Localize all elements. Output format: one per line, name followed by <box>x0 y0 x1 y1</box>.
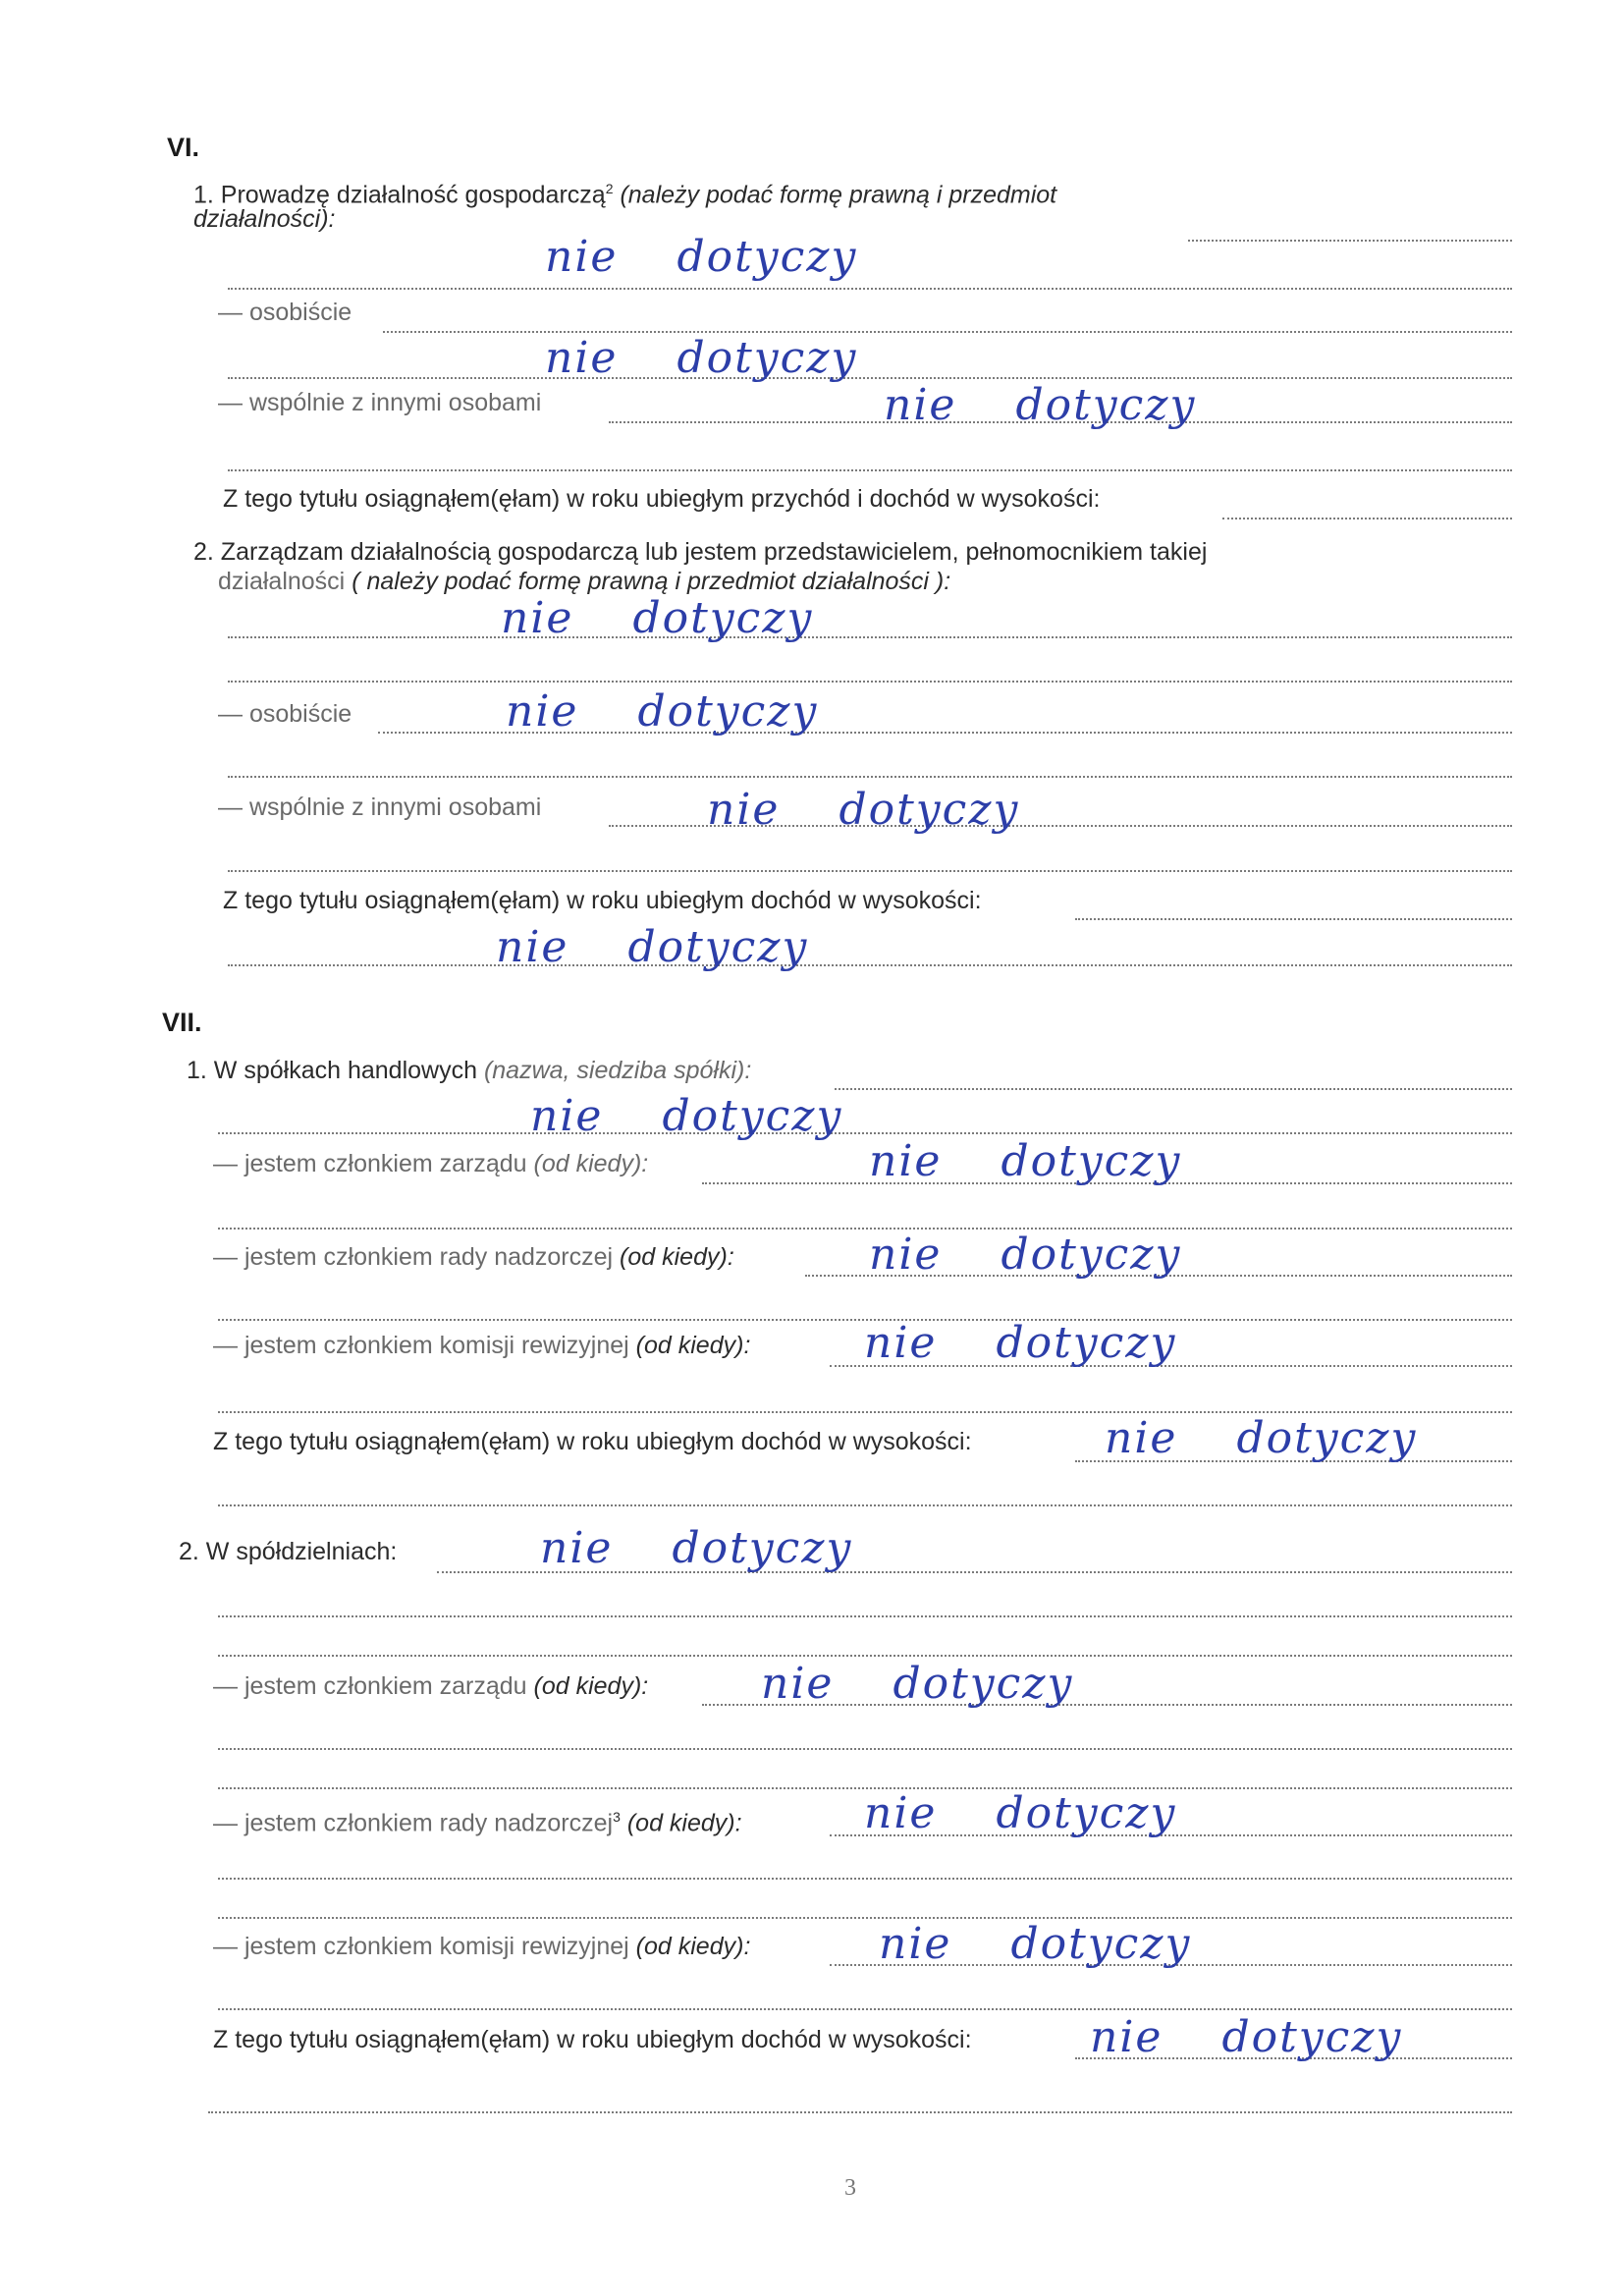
handwritten-answer: nie dotyczy <box>869 1136 1182 1186</box>
vi-item2-personally: — osobiście <box>218 700 352 728</box>
fill-line <box>218 1615 1512 1617</box>
fill-line <box>218 1748 1512 1750</box>
handwritten-answer: nie dotyczy <box>530 1091 843 1141</box>
fill-line <box>228 681 1512 683</box>
fill-line <box>218 1228 1512 1230</box>
handwritten-answer: nie dotyczy <box>1105 1413 1418 1463</box>
fill-line <box>228 636 1512 638</box>
vii-item1-supervisory: — jestem członkiem rady nadzorczej (od kiedy): <box>213 1243 734 1271</box>
handwritten-answer: nie dotyczy <box>506 686 819 737</box>
fill-line <box>218 1878 1512 1880</box>
vii-item2-income-label: Z tego tytułu osiągnąłem(ęłam) w roku ubiegłym dochód w wysokości: <box>213 2026 972 2053</box>
vii-item2-label: 2. W spółdzielniach: <box>179 1538 398 1565</box>
vii-item1-audit: — jestem członkiem komisji rewizyjnej (od kiedy): <box>213 1332 751 1359</box>
handwritten-answer: nie dotyczy <box>879 1919 1192 1969</box>
handwritten-answer: nie dotyczy <box>496 922 809 972</box>
handwritten-answer: nie dotyczy <box>501 593 814 643</box>
vi-item2-income-label: Z tego tytułu osiągnąłem(ęłam) w roku ubiegłym dochód w wysokości: <box>223 887 982 914</box>
handwritten-answer: nie dotyczy <box>864 1318 1177 1368</box>
vi-item1-jointly: — wspólnie z innymi osobami <box>218 389 542 416</box>
handwritten-answer: nie dotyczy <box>540 1523 853 1573</box>
fill-line <box>218 1655 1512 1657</box>
handwritten-answer: nie dotyczy <box>884 380 1197 430</box>
fill-line <box>228 776 1512 778</box>
fill-line <box>228 469 1512 471</box>
page-number: 3 <box>844 2175 856 2201</box>
vii-item2-audit: — jestem członkiem komisji rewizyjnej (od kiedy): <box>213 1933 751 1960</box>
vii-item1-income-label: Z tego tytułu osiągnąłem(ęłam) w roku ubiegłym dochód w wysokości: <box>213 1428 972 1455</box>
vii-item2-supervisory: — jestem członkiem rady nadzorczej$^3$ (od kiedy): <box>213 1809 742 1837</box>
fill-line <box>1188 240 1512 242</box>
vi-item2-label: 2. Zarządzam działalnością gospodarczą lub jestem przedstawicielem, pełnomocnikiem takiej <box>193 538 1208 566</box>
vii-item1-label: 1. W spółkach handlowych (nazwa, siedziba spółki): <box>187 1057 752 1084</box>
fill-line <box>1222 518 1512 519</box>
vi-item2-label-cont: działalności ( należy podać formę prawną i przedmiot działalności ): <box>218 568 951 595</box>
fill-line <box>218 1917 1512 1919</box>
handwritten-answer: nie dotyczy <box>869 1230 1182 1280</box>
fill-line <box>218 1132 1512 1134</box>
fill-line <box>228 964 1512 966</box>
handwritten-answer: nie dotyczy <box>864 1788 1177 1838</box>
fill-line <box>228 870 1512 872</box>
handwritten-answer: nie dotyczy <box>1090 2012 1403 2062</box>
fill-line <box>228 288 1512 290</box>
fill-line <box>228 377 1512 379</box>
handwritten-answer: nie dotyczy <box>545 232 858 282</box>
handwritten-answer: nie dotyczy <box>707 785 1020 835</box>
fill-line <box>208 2111 1512 2113</box>
handwritten-answer: nie dotyczy <box>761 1659 1074 1709</box>
vii-item1-board: — jestem członkiem zarządu (od kiedy): <box>213 1150 649 1177</box>
fill-line <box>218 2008 1512 2010</box>
vi-item1-personally: — osobiście <box>218 299 352 326</box>
fill-line <box>835 1088 1512 1090</box>
handwritten-answer: nie dotyczy <box>545 333 858 383</box>
vi-item1-label-cont: działalności): <box>193 205 336 233</box>
section-vi-heading: VI. <box>167 133 200 162</box>
fill-line <box>1075 918 1512 920</box>
vi-item1-label: 1. Prowadzę działalność gospodarczą$^2$ (należy podać formę prawną i przedmiot <box>193 181 1057 209</box>
vi-item2-jointly: — wspólnie z innymi osobami <box>218 793 542 821</box>
section-vii-heading: VII. <box>162 1008 202 1037</box>
vi-item1-income-label: Z tego tytułu osiągnąłem(ęłam) w roku ubiegłym przychód i dochód w wysokości: <box>223 485 1101 513</box>
fill-line <box>218 1504 1512 1506</box>
vii-item2-board: — jestem członkiem zarządu (od kiedy): <box>213 1672 649 1700</box>
